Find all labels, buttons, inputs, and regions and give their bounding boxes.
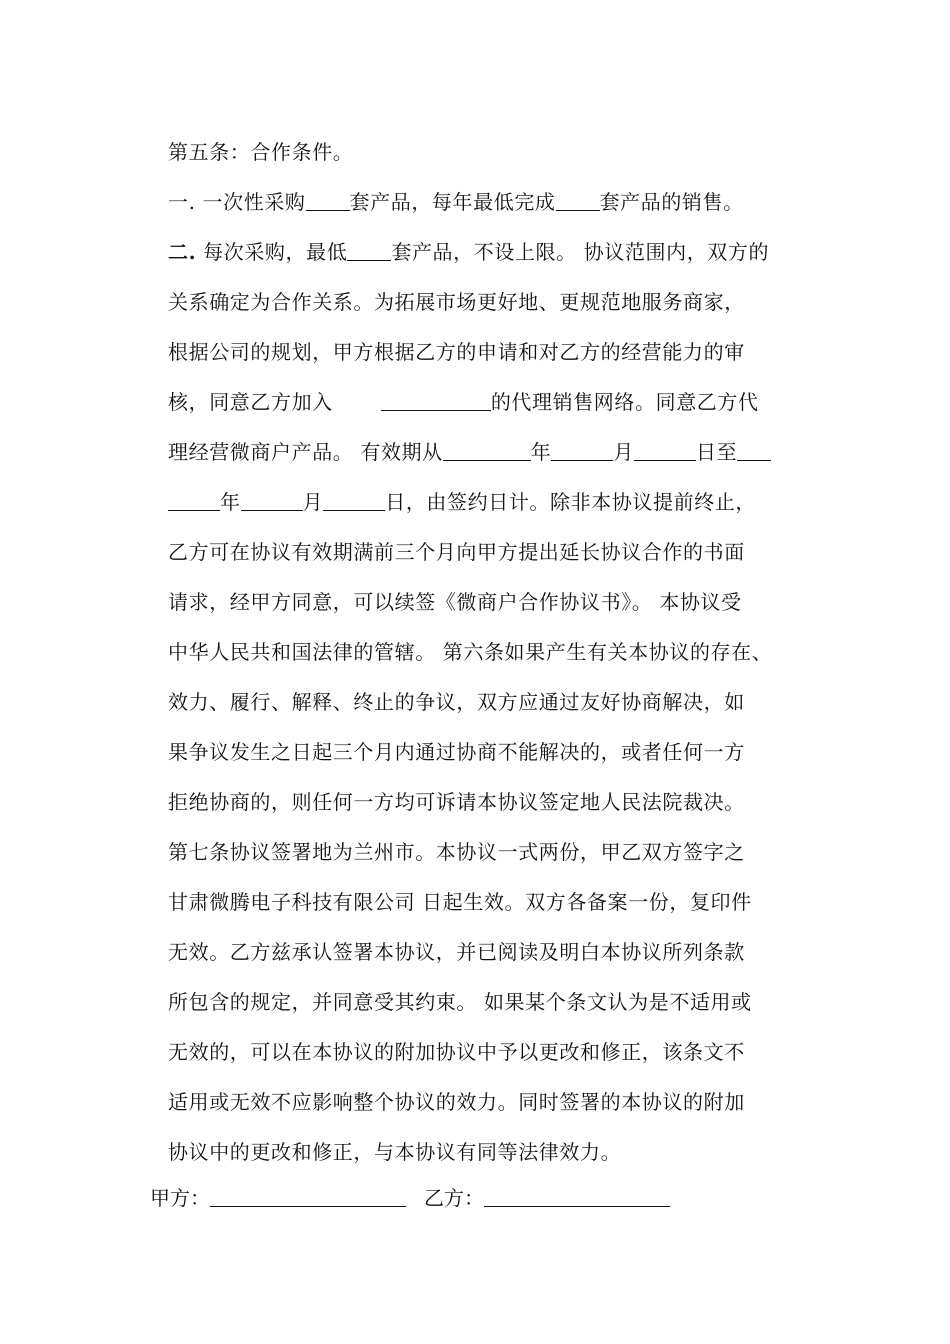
- text: 日至: [695, 440, 738, 464]
- text: 理经营微商户产品。 有效期从: [168, 440, 443, 464]
- body-line: [168, 338, 745, 366]
- text: 月: [302, 490, 324, 514]
- text: 一. 一次性采购: [168, 190, 306, 214]
- text: 的代理销售网络。同意乙方代: [490, 390, 759, 414]
- day-blank-field[interactable]: [634, 440, 696, 461]
- blank-field[interactable]: [306, 190, 350, 211]
- body-line: [168, 688, 745, 716]
- text: 核，同意乙方加入: [168, 390, 333, 414]
- body-line: [168, 538, 745, 566]
- body-line: [168, 888, 752, 916]
- party-b-signature-field[interactable]: [484, 1186, 670, 1207]
- text: 效力、履行、解释、终止的争议，双方应通过友好协商解决，如: [168, 690, 745, 714]
- article-5-heading: [168, 138, 353, 166]
- body-line: [168, 388, 759, 416]
- party-a-signature-field[interactable]: [210, 1186, 406, 1207]
- body-line: [168, 288, 745, 316]
- validity-line: [168, 438, 771, 466]
- year-blank-field[interactable]: [443, 440, 531, 461]
- text: 无效。乙方兹承认签署本协议，并已阅读及明白本协议所列条款: [168, 940, 745, 964]
- blank-field[interactable]: [556, 190, 600, 211]
- company-blank-field[interactable]: [381, 390, 491, 411]
- body-line: [168, 588, 742, 616]
- clause-2: [168, 238, 769, 266]
- text: 每次采购，最低: [196, 240, 348, 264]
- body-line: [168, 638, 772, 666]
- blank-field[interactable]: [347, 240, 391, 261]
- month-blank-field[interactable]: [241, 490, 303, 511]
- party-b-signature: [424, 1184, 670, 1212]
- text: 套产品的销售。: [599, 190, 744, 214]
- text: 协议中的更改和修正，与本协议有同等法律效力。: [168, 1140, 622, 1164]
- text: 年: [220, 490, 241, 514]
- text: 请求，经甲方同意，可以续签《微商户合作协议书》。 本协议受: [168, 590, 742, 614]
- text: 无效的，可以在本协议的附加协议中予以更改和修正，该条文不: [168, 1040, 745, 1064]
- text: 关系确定为合作关系。为拓展市场更好地、更规范地服务商家，: [168, 290, 745, 314]
- year-blank-field[interactable]: [168, 490, 220, 511]
- text: 适用或无效不应影响整个协议的效力。同时签署的本协议的附加: [168, 1090, 745, 1114]
- clause-1: [168, 188, 744, 216]
- clause-number: 二.: [168, 240, 197, 264]
- text: 套产品，不设上限。 协议范围内，双方的: [391, 240, 770, 264]
- text: 第七条协议签署地为兰州市。本协议一式两份，甲乙双方签字之: [168, 840, 745, 864]
- text: 拒绝协商的，则任何一方均可诉请本协议签定地人民法院裁决。: [168, 790, 745, 814]
- text: 第五条：合作条件。: [168, 140, 354, 164]
- text: 根据公司的规划，甲方根据乙方的申请和对乙方的经营能力的审: [168, 340, 745, 364]
- day-blank-field[interactable]: [323, 490, 385, 511]
- party-a-label: 甲方：: [150, 1186, 210, 1210]
- validity-line: [168, 488, 756, 516]
- month-blank-field[interactable]: [551, 440, 613, 461]
- party-a-signature: [150, 1184, 406, 1212]
- text: 所包含的规定，并同意受其约束。 如果某个条文认为是不适用或: [168, 990, 752, 1014]
- text: 月: [613, 440, 634, 464]
- text: 中华人民共和国法律的管辖。 第六条如果产生有关本协议的存在、: [168, 640, 773, 664]
- body-line: [168, 1138, 621, 1166]
- year-blank-field[interactable]: [737, 440, 771, 461]
- body-line: [168, 938, 745, 966]
- party-b-label: 乙方：: [424, 1186, 484, 1210]
- text: 果争议发生之日起三个月内通过协商不能解决的，或者任何一方: [168, 740, 745, 764]
- body-line: [168, 1038, 745, 1066]
- text: 年: [530, 440, 552, 464]
- body-line: [168, 1088, 745, 1116]
- text: 套产品，每年最低完成: [349, 190, 556, 214]
- body-line: [168, 738, 745, 766]
- text: 日，由签约日计。除非本协议提前终止，: [385, 490, 757, 514]
- body-line: [168, 988, 752, 1016]
- text: 甘肃微腾电子科技有限公司 日起生效。双方各备案一份，复印件: [168, 890, 752, 914]
- text: 乙方可在协议有效期满前三个月向甲方提出延长协议合作的书面: [168, 540, 745, 564]
- body-line: [168, 788, 745, 816]
- body-line: [168, 838, 745, 866]
